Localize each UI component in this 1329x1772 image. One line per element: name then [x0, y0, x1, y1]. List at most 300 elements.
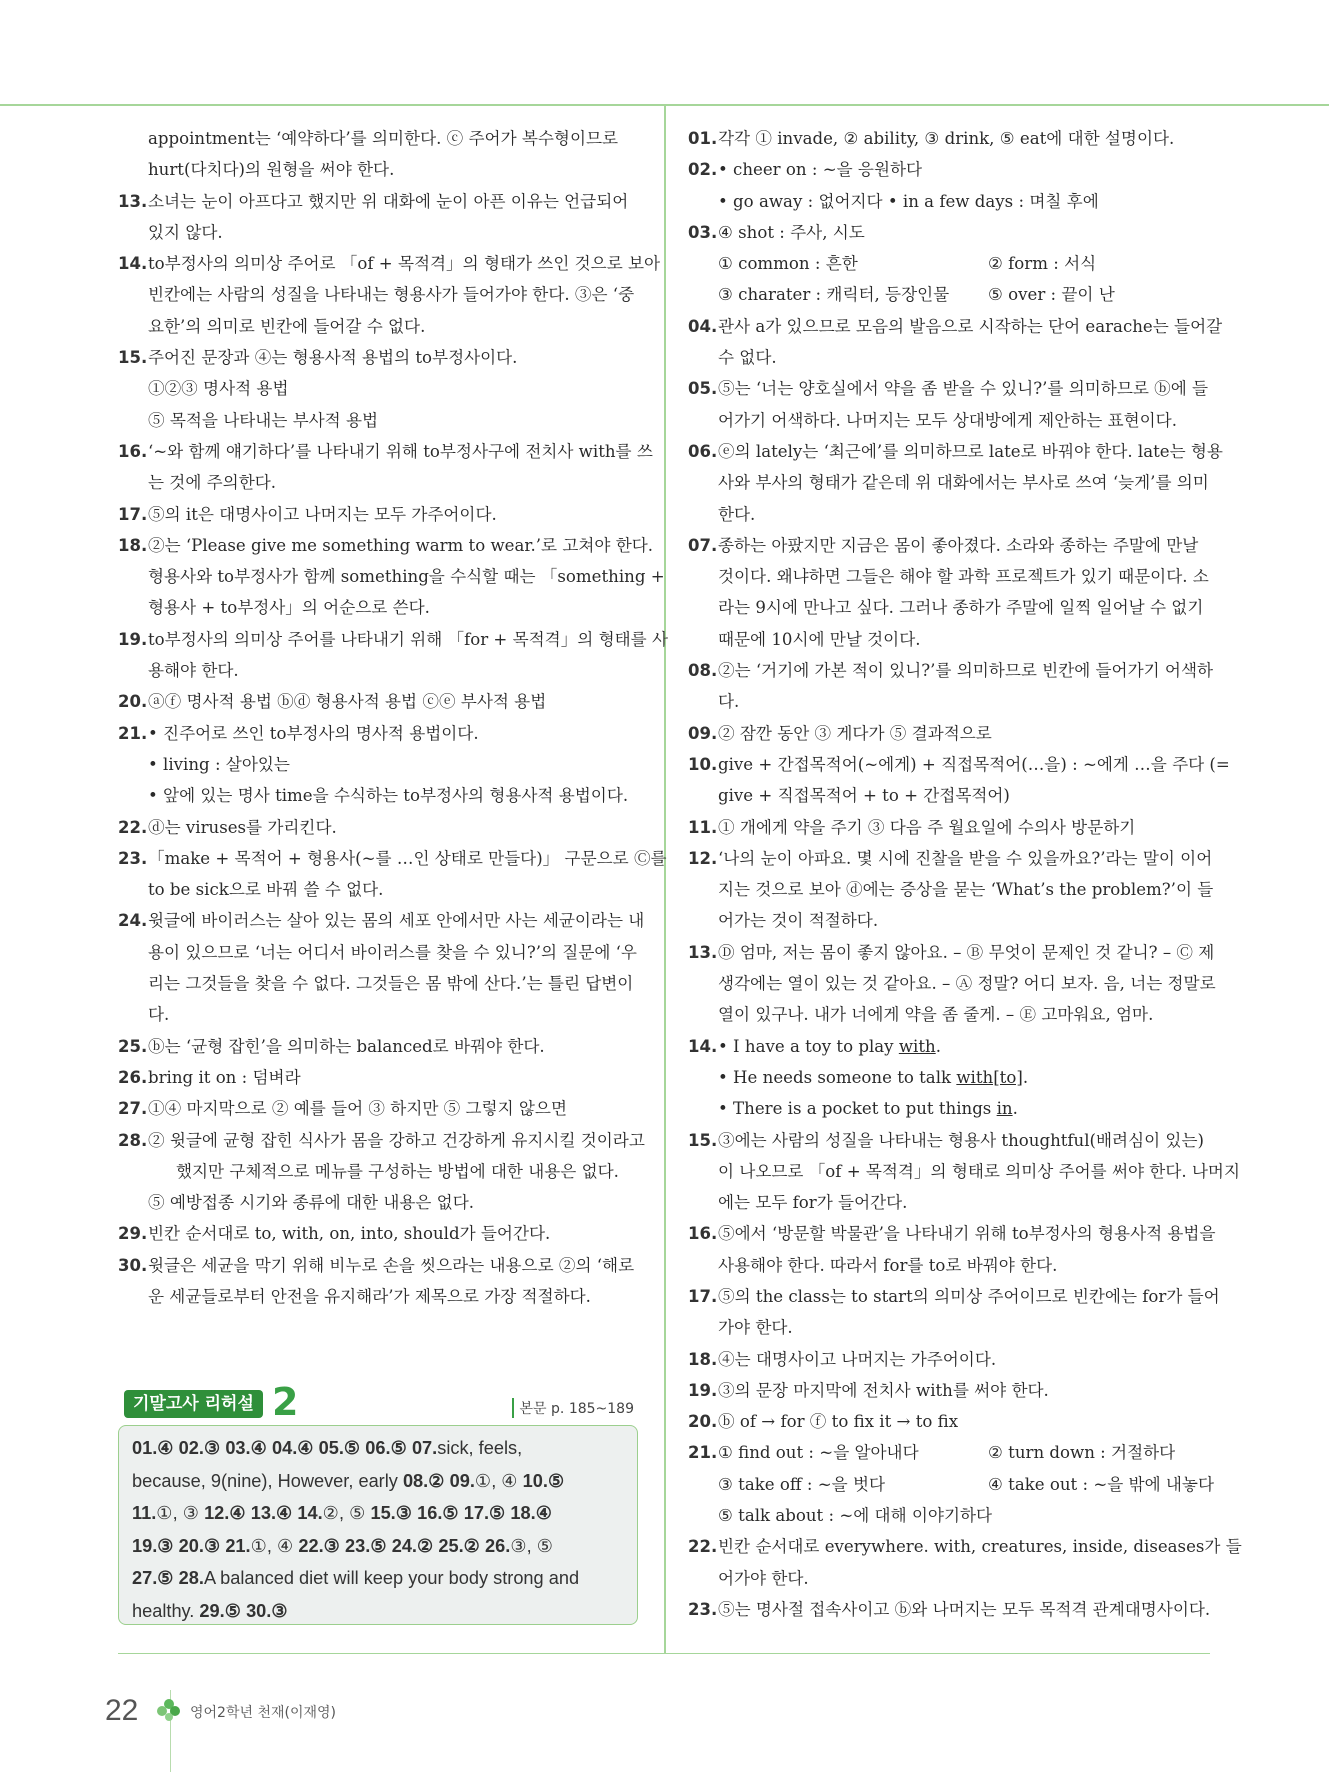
item-text [718, 780, 1010, 811]
item-text [718, 1312, 793, 1343]
text-line [688, 718, 1212, 749]
item-text [718, 123, 1174, 154]
item-number: 24. [118, 911, 148, 931]
item-number: 20. [688, 1412, 718, 1432]
item-text [718, 1187, 907, 1218]
item-number: 15. [688, 1130, 718, 1150]
clover-leaf-icon [156, 1698, 182, 1724]
section-badge: 기말고사 리허설 [124, 1390, 263, 1418]
item-text-main: ⑤ 예방접종 시기와 종류에 대한 내용은 없다. [148, 1193, 475, 1213]
item-text-main: ⓑ of → for ⓕ to fix it → to fix [718, 1412, 959, 1432]
item-text [718, 154, 922, 185]
item-text-main: 에는 모두 for가 들어간다. [718, 1193, 908, 1213]
item-text-main: 했지만 구체적으로 메뉴를 구성하는 방법에 대한 내용은 없다. [176, 1161, 619, 1181]
text-line [688, 843, 1212, 874]
text-line [118, 342, 644, 373]
text-line [688, 279, 1212, 310]
item-text-main: • I have a toy to play [718, 1036, 899, 1056]
item-text-main: 열이 있구나. 내가 너에게 약을 좀 줄게. – Ⓔ 고마워요, 엄마. [718, 1005, 1154, 1025]
left-column [118, 123, 668, 1312]
item-text [718, 843, 1212, 874]
item-number: 22. [118, 817, 148, 837]
answer-text: ①, ④ [250, 1535, 299, 1556]
item-text-main: 용이 있으므로 ‘너는 어디서 바이러스를 찾을 수 있니?’의 질문에 ‘우 [148, 942, 637, 962]
text-line [688, 123, 1212, 154]
text-line [118, 1187, 644, 1218]
item-number: 19. [688, 1380, 718, 1400]
text-line [688, 248, 1212, 279]
answer-text: healthy. [132, 1600, 200, 1621]
item-text [148, 624, 668, 655]
item-number: 21. [118, 723, 148, 743]
text-line [688, 874, 1212, 905]
text-line [118, 530, 654, 561]
item-text [148, 499, 497, 530]
text-line [118, 749, 644, 780]
item-text-main: 라는 9시에 만나고 싶다. 그러나 종하가 주말에 일찍 일어날 수 없기 [718, 598, 1204, 618]
item-text-main: 있지 않다. [148, 222, 223, 242]
item-text [176, 1156, 619, 1187]
underlined-word: with [898, 1036, 936, 1056]
item-text-main: 「make + 목적어 + 형용사(~를 …인 상태로 만들다)」 구문으로 Ⓒ를 [148, 848, 667, 868]
item-text [148, 530, 653, 561]
item-text [718, 1125, 1204, 1156]
answer-number: 29.⑤ [199, 1600, 247, 1621]
text-line [688, 217, 1212, 248]
item-text-main: 생각에는 열이 있는 것 같아요. – Ⓐ 정말? 어디 보자. 음, 너는 정말로 [718, 974, 1216, 994]
answer-line [132, 1465, 623, 1498]
answer-line [132, 1497, 623, 1530]
item-text-main: 용해야 한다. [148, 661, 239, 681]
text-line [688, 186, 1212, 217]
item-text-main: ‘~와 함께 얘기하다’를 나타내기 위해 to부정사구에 전치사 with를 쓰 [148, 441, 653, 461]
item-text-main: give + 간접목적어(~에게) + 직접목적어(…을) : ~에게 …을 주다 (= [718, 754, 1230, 774]
item-text [718, 248, 858, 279]
item-text [718, 1563, 809, 1594]
item-text-main: ② 잠깐 동안 ③ 게다가 ⑤ 결과적으로 [718, 723, 992, 743]
text-line [688, 1031, 1212, 1062]
item-text-main: • living : 살아있는 [148, 754, 290, 774]
item-text [718, 592, 1203, 623]
text-line [688, 968, 1216, 999]
item-text [148, 217, 223, 248]
item-number: 23. [688, 1599, 718, 1619]
text-line [688, 937, 1215, 968]
text-line [688, 749, 1230, 780]
item-text-main: • 진주어로 쓰인 to부정사의 명사적 용법이다. [148, 723, 479, 743]
item-text-second-column: ② form : 서식 [988, 254, 1097, 274]
text-line [118, 999, 644, 1030]
answer-number: 22.③ [298, 1535, 346, 1556]
answer-number: 09. [449, 1470, 475, 1491]
item-text [148, 467, 276, 498]
text-line [118, 655, 644, 686]
item-text-main: ① common : 흔한 [718, 254, 858, 274]
item-text-main: ③에는 사람의 성질을 나타내는 형용사 thoughtful(배려심이 있는) [718, 1130, 1204, 1150]
text-line [688, 1406, 1212, 1437]
item-text-main: 어가야 한다. [718, 1568, 809, 1588]
item-text-main: ⓔ의 lately는 ‘최근에’를 의미하므로 late로 바꿔야 한다. late는 형용 [718, 441, 1223, 461]
answer-section-header [124, 1380, 634, 1424]
text-line [118, 718, 644, 749]
item-text [148, 999, 169, 1030]
text-line [688, 592, 1212, 623]
item-text-main: ⑤의 the class는 to start의 의미상 주어이므로 빈칸에는 for가 들어 [718, 1286, 1220, 1306]
answer-number: 16.⑤ [417, 1503, 464, 1523]
text-line [688, 686, 1212, 717]
item-text-main: ① find out : ~을 알아내다 [718, 1443, 919, 1463]
text-line [688, 499, 1212, 530]
item-text-main: hurt(다치다)의 원형을 써야 한다. [148, 160, 395, 180]
item-text-main: 관사 a가 있으므로 모음의 발음으로 시작하는 단어 earache는 들어갈 [718, 316, 1223, 336]
item-text [148, 812, 337, 843]
item-text-main: • go away : 없어지다 • in a few days : 며칠 후에 [718, 191, 1099, 211]
item-number: 10. [688, 754, 718, 774]
text-line [118, 1156, 644, 1187]
item-number: 20. [118, 692, 148, 712]
text-line [688, 780, 1212, 811]
item-text-main: ④는 대명사이고 나머지는 가주어이다. [718, 1349, 997, 1369]
item-text-main: to부정사의 의미상 주어로 「of + 목적격」의 형태가 쓰인 것으로 보아 [148, 254, 661, 274]
item-text-main: 윗글에 바이러스는 살아 있는 몸의 세포 안에서만 사는 세균이라는 내 [148, 911, 645, 931]
item-text [148, 905, 644, 936]
item-text-main: ⑤의 it은 대명사이고 나머지는 모두 가주어이다. [148, 504, 497, 524]
item-text [148, 405, 378, 436]
item-text [718, 1218, 1216, 1249]
answer-text: sick, feels, [437, 1438, 523, 1458]
item-number: 25. [118, 1036, 148, 1056]
item-text [148, 123, 618, 154]
text-line [118, 1125, 644, 1156]
item-text-main: ⑤에서 ‘방문할 박물관’을 나타내기 위해 to부정사의 형용사적 용법을 [718, 1224, 1216, 1244]
item-text-main: bring it on : 덤벼라 [148, 1067, 301, 1087]
item-number: 06. [688, 441, 718, 461]
right-column [688, 123, 1242, 1625]
item-number: 11. [688, 817, 718, 837]
item-text [148, 1281, 591, 1312]
item-text [148, 342, 517, 373]
section-number: 2 [272, 1380, 299, 1424]
item-text-main: ‘나의 눈이 아파요. 몇 시에 진찰을 받을 수 있을까요?’라는 말이 이어 [718, 848, 1213, 868]
item-text [148, 248, 660, 279]
item-text-main: to부정사의 의미상 주어를 나타내기 위해 「for + 목적격」의 형태를 사 [148, 629, 668, 649]
answer-text: because, 9(nine), However, early [132, 1470, 403, 1491]
item-text [148, 1218, 550, 1249]
text-line [118, 937, 644, 968]
item-text [718, 1156, 1240, 1187]
item-text [718, 342, 777, 373]
item-text [148, 968, 633, 999]
item-text [148, 1250, 634, 1281]
item-text [718, 1344, 996, 1375]
item-text [718, 499, 755, 530]
underlined-word: with[to] [956, 1067, 1023, 1087]
item-number: 09. [688, 723, 718, 743]
item-text-main: ①④ 마지막으로 ② 예를 들어 ③ 하지만 ⑤ 그렇지 않으면 [148, 1099, 567, 1119]
text-line [688, 154, 1212, 185]
item-text-main: 리는 그것들을 찾을 수 없다. 그것들은 몸 밖에 산다.’는 틀린 답변이 [148, 974, 634, 994]
item-text-second-column: ④ take out : ~을 밖에 내놓다 [988, 1474, 1214, 1494]
item-number: 02. [688, 160, 718, 180]
text-line [688, 624, 1212, 655]
text-line [118, 812, 644, 843]
item-text-main: 이 나오므로 「of + 목적격」의 형태로 의미상 주어를 써야 한다. 나머지 [718, 1161, 1240, 1181]
item-text [148, 1062, 301, 1093]
answer-number: 19.③ [132, 1535, 179, 1556]
item-number: 15. [118, 348, 148, 368]
item-text [718, 279, 949, 310]
text-line [688, 905, 1212, 936]
item-text [718, 1406, 958, 1437]
item-text-main: ⑤ 목적을 나타내는 부사적 용법 [148, 410, 379, 430]
text-line [688, 1375, 1212, 1406]
text-line [118, 1218, 644, 1249]
item-number: 12. [688, 848, 718, 868]
text-line [688, 1218, 1216, 1249]
item-text-main: 어가는 것이 적절하다. [718, 911, 879, 931]
answer-number: 24.② [391, 1535, 439, 1556]
item-text [148, 937, 637, 968]
item-text [148, 749, 290, 780]
item-text [718, 1469, 885, 1500]
item-number: 18. [118, 535, 148, 555]
answer-text: ①, ④ [474, 1470, 523, 1491]
text-line [118, 905, 644, 936]
item-text-main: 때문에 10시에 만날 것이다. [718, 629, 921, 649]
item-number: 19. [118, 629, 148, 649]
item-text-second-column: ② turn down : 거절하다 [988, 1443, 1176, 1463]
item-text [718, 1062, 1028, 1093]
item-number: 30. [118, 1255, 148, 1275]
item-text [148, 874, 383, 905]
item-text-main: 한다. [718, 504, 756, 524]
item-text-main: 각각 ① invade, ② ability, ③ drink, ⑤ eat에 대한 설명이다. [718, 129, 1175, 148]
item-text [718, 373, 1208, 404]
item-text-main: 종하는 아팠지만 지금은 몸이 좋아졌다. 소라와 종하는 주말에 만날 [718, 535, 1199, 555]
text-line [118, 1250, 644, 1281]
item-text [148, 718, 479, 749]
item-text [148, 311, 425, 342]
item-text-main: ⑤ talk about : ~에 대해 이야기하다 [718, 1506, 993, 1526]
text-line [688, 1125, 1212, 1156]
item-text-main: 다. [718, 692, 740, 712]
item-number: 03. [688, 222, 718, 242]
text-line [688, 1250, 1212, 1281]
item-text-main: 빈칸에는 사람의 성질을 나타내는 형용사가 들어가야 한다. ③은 ‘중 [148, 285, 635, 305]
item-text-main: 빈칸 순서대로 everywhere. with, creatures, inside, diseases가 들 [718, 1537, 1242, 1557]
answer-number: 07. [411, 1438, 438, 1458]
text-line [688, 1500, 1212, 1531]
item-number: 07. [688, 535, 718, 555]
page-reference: 본문 p. 185~189 [512, 1398, 634, 1418]
item-number: 28. [118, 1130, 148, 1150]
answer-text: ②, ⑤ [322, 1503, 371, 1523]
item-text-main: 어가기 어색하다. 나머지는 모두 상대방에게 제안하는 표현이다. [718, 410, 1177, 430]
text-line [688, 1469, 1212, 1500]
item-text [718, 968, 1216, 999]
item-text-main: 사용해야 한다. 따라서 for를 to로 바꿔야 한다. [718, 1255, 1058, 1275]
text-line [688, 1437, 1212, 1468]
item-text-main: 가야 한다. [718, 1318, 793, 1338]
column-divider [664, 106, 666, 1654]
answer-text: A balanced diet will keep your body strong and [203, 1568, 580, 1588]
item-text-main: 주어진 문장과 ④는 형용사적 용법의 to부정사이다. [148, 348, 518, 368]
item-text [148, 436, 653, 467]
item-text-main: ① 개에게 약을 주기 ③ 다음 주 월요일에 수의사 방문하기 [718, 817, 1136, 837]
text-line [688, 342, 1212, 373]
text-line [118, 843, 667, 874]
item-text [718, 1437, 919, 1468]
item-text-main: 지는 것으로 보아 ⓓ에는 증상을 묻는 ‘What’s the problem?’이 들 [718, 880, 1214, 900]
text-line [118, 968, 644, 999]
item-text-main: 사와 부사의 형태가 같은데 위 대화에서는 부사로 쓰여 ‘늦게’를 의미 [718, 473, 1209, 493]
item-text [718, 718, 992, 749]
item-number: 14. [688, 1036, 718, 1056]
text-line [688, 436, 1223, 467]
text-line [118, 624, 668, 655]
text-line [688, 561, 1212, 592]
item-text [718, 1093, 1018, 1124]
answer-text: ①, ③ [156, 1503, 205, 1523]
item-number: 26. [118, 1067, 148, 1087]
item-text-main: ③의 문장 마지막에 전치사 with를 써야 한다. [718, 1380, 1049, 1400]
item-text [718, 905, 878, 936]
answer-number: 18.④ [510, 1503, 553, 1523]
answer-line [132, 1530, 623, 1563]
item-text [148, 1125, 645, 1156]
answer-number: 25.② [438, 1535, 486, 1556]
item-text [148, 561, 665, 592]
answer-number: 03.④ [225, 1438, 272, 1458]
item-text [718, 937, 1214, 968]
text-line [118, 467, 644, 498]
item-number: 23. [118, 848, 148, 868]
item-text [718, 561, 1209, 592]
answer-number: 27.⑤ [132, 1568, 179, 1588]
text-line [118, 279, 644, 310]
item-text [718, 624, 921, 655]
item-number: 21. [688, 1443, 718, 1463]
answer-number: 01.④ [132, 1438, 179, 1458]
item-number: 14. [118, 254, 148, 274]
item-text [718, 186, 1099, 217]
item-text-main: 운 세균들로부터 안전을 유지해라’가 제목으로 가장 적절하다. [148, 1286, 591, 1306]
item-text [718, 999, 1153, 1030]
item-text-main: to be sick으로 바꿔 쓸 수 없다. [148, 880, 384, 900]
item-text [148, 780, 628, 811]
text-line [688, 1062, 1212, 1093]
item-text-main: ⑤는 명사절 접속사이고 ⓑ와 나머지는 모두 목적격 관계대명사이다. [718, 1599, 1211, 1619]
text-line [118, 1062, 644, 1093]
item-text [718, 1375, 1049, 1406]
text-line [688, 373, 1212, 404]
item-text [148, 1031, 545, 1062]
item-text-main: ①②③ 명사적 용법 [148, 379, 289, 399]
text-line [688, 1093, 1212, 1124]
item-number: 13. [118, 191, 148, 211]
item-text-main: ③ take off : ~을 벗다 [718, 1474, 886, 1494]
item-text-main: • There is a pocket to put things [718, 1099, 997, 1119]
item-text-main: ⑤는 ‘너는 양호실에서 약을 좀 받을 수 있니?’를 의미하므로 ⓑ에 들 [718, 379, 1209, 399]
item-text-main: give + 직접목적어 + to + 간접목적어) [718, 786, 1010, 806]
item-text [718, 311, 1222, 342]
text-line [688, 1344, 1212, 1375]
item-text [718, 749, 1230, 780]
item-text-main: ⓑ는 ‘균형 잡힌’을 의미하는 balanced로 바꿔야 한다. [148, 1036, 545, 1056]
item-number: 16. [688, 1224, 718, 1244]
item-text-tail: . [935, 1036, 941, 1056]
item-text [148, 1187, 474, 1218]
answer-number: 14. [297, 1503, 323, 1523]
text-line [118, 311, 644, 342]
underlined-word: in [996, 1099, 1013, 1119]
item-text-main: • He needs someone to talk [718, 1067, 957, 1087]
text-line [118, 186, 644, 217]
text-line [688, 530, 1212, 561]
item-number: 04. [688, 316, 718, 336]
text-line [118, 436, 653, 467]
item-text-main: 수 없다. [718, 348, 777, 368]
answer-number: 11. [132, 1503, 157, 1523]
answer-text: ③, ⑤ [510, 1535, 554, 1556]
item-text-main: ②는 ‘거기에 가본 적이 있니?’를 의미하므로 빈칸에 들어가기 어색하 [718, 661, 1214, 681]
answer-number: 26. [485, 1535, 511, 1556]
text-line [118, 1093, 644, 1124]
item-text-main: 형용사 + to부정사」의 어순으로 쓴다. [148, 598, 430, 618]
book-title: 영어2학년 천재(이재영) [190, 1705, 336, 1721]
answer-line [132, 1432, 623, 1465]
item-text [718, 1281, 1220, 1312]
item-text-main: ② 윗글에 균형 잡힌 식사가 몸을 강하고 건강하게 유지시킬 것이라고 [148, 1130, 645, 1150]
answer-number: 17.⑤ [463, 1503, 511, 1523]
answer-number: 15.③ [370, 1503, 418, 1523]
text-line [688, 1531, 1242, 1562]
item-text [148, 154, 394, 185]
item-number: 13. [688, 942, 718, 962]
page-number: 22 [105, 1694, 139, 1727]
answer-number: 02.③ [178, 1438, 226, 1458]
item-number: 29. [118, 1224, 148, 1244]
item-text [718, 436, 1223, 467]
item-text [148, 279, 634, 310]
text-line [688, 1312, 1212, 1343]
item-number: 08. [688, 661, 718, 681]
text-line [688, 405, 1212, 436]
text-line [118, 686, 644, 717]
text-line [688, 1187, 1212, 1218]
item-text [718, 686, 739, 717]
answer-number: 20.③ [178, 1535, 226, 1556]
item-text-main: 형용사와 to부정사가 함께 something을 수식할 때는 「something + [148, 567, 665, 587]
text-line [118, 561, 665, 592]
item-text [718, 1594, 1210, 1625]
item-number: 05. [688, 379, 718, 399]
text-line [688, 812, 1212, 843]
answer-line [132, 1595, 623, 1628]
item-text-main: ④ shot : 주사, 시도 [718, 222, 865, 242]
item-text [148, 186, 628, 217]
text-line [118, 373, 644, 404]
item-text [718, 530, 1198, 561]
answer-number: 08.② [402, 1470, 450, 1491]
text-line [688, 467, 1212, 498]
item-text-tail: . [1022, 1067, 1029, 1087]
item-text [148, 592, 430, 623]
item-text-tail: . [1012, 1099, 1018, 1119]
text-line [118, 1031, 644, 1062]
answer-number: 05.⑤ [318, 1438, 366, 1458]
answer-number: 04.④ [271, 1438, 319, 1458]
